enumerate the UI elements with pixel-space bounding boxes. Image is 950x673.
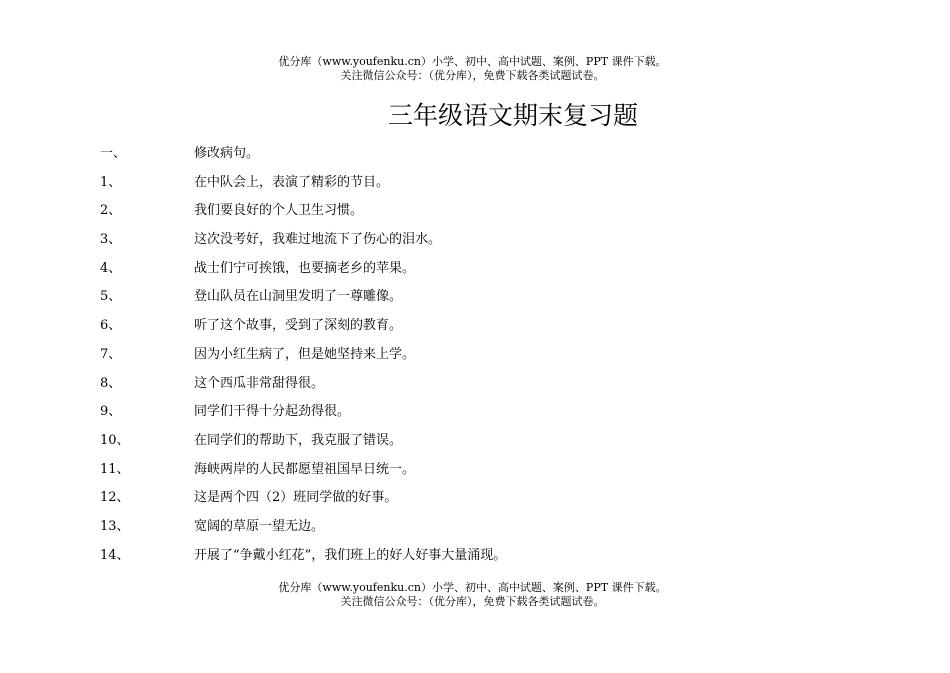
item-number: 1、: [100, 174, 122, 190]
item-number: 4、: [100, 260, 122, 276]
item-number: 10、: [100, 432, 130, 448]
item-number: 11、: [100, 461, 130, 477]
header-banner: [0, 55, 945, 83]
section-number: 一、: [100, 146, 127, 161]
page-title: 三年级语文期末复习题: [387, 101, 638, 130]
footer-line-2: 关注微信公众号：（优分库），免费下载各类试题试卷。: [340, 595, 605, 608]
item-number: 13、: [100, 518, 130, 534]
item-number: 6、: [100, 318, 122, 334]
footer-line-1: 优分库（www.youfenku.cn）小学、初中、高中试题、案例、PPT 课件下载。: [278, 581, 667, 594]
item-text: 我们要良好的个人卫生习惯。: [194, 203, 364, 219]
item-text: 这次没考好，我难过地流下了伤心的泪水。: [194, 232, 442, 248]
item-text: 因为小红生病了，但是她坚持来上学。: [194, 346, 416, 362]
item-number: 14、: [100, 547, 130, 563]
item-text: 这个西瓜非常甜得很。: [194, 375, 325, 391]
item-text: 同学们干得十分起劲得很。: [194, 404, 351, 420]
item-number: 2、: [100, 203, 122, 219]
item-text: 战士们宁可挨饿，也要摘老乡的苹果。: [194, 260, 416, 276]
item-number: 7、: [100, 346, 122, 362]
section-text: 修改病句。: [194, 146, 260, 161]
item-text: 宽阔的草原一望无边。: [194, 518, 325, 534]
item-number: 8、: [100, 375, 122, 391]
item-text: 海峡两岸的人民都愿望祖国早日统一。: [194, 461, 416, 477]
item-text: 开展了“争戴小红花”，我们班上的好人好事大量涌现。: [194, 547, 507, 563]
item-number: 12、: [100, 490, 130, 506]
item-text: 在中队会上，表演了精彩的节目。: [194, 174, 390, 190]
footer-banner: [0, 581, 945, 609]
item-text: 听了这个故事，受到了深刻的教育。: [194, 318, 403, 334]
header-line-1: 优分库（www.youfenku.cn）小学、初中、高中试题、案例、PPT 课件下载。: [278, 55, 667, 68]
header-line-2: 关注微信公众号：（优分库），免费下载各类试题试卷。: [340, 69, 605, 82]
item-number: 5、: [100, 289, 122, 305]
item-number: 9、: [100, 404, 122, 420]
item-text: 在同学们的帮助下，我克服了错误。: [194, 432, 403, 448]
item-text: 这是两个四（2）班同学做的好事。: [194, 490, 398, 506]
item-number: 3、: [100, 232, 122, 248]
item-text: 登山队员在山洞里发明了一尊雕像。: [194, 289, 403, 305]
